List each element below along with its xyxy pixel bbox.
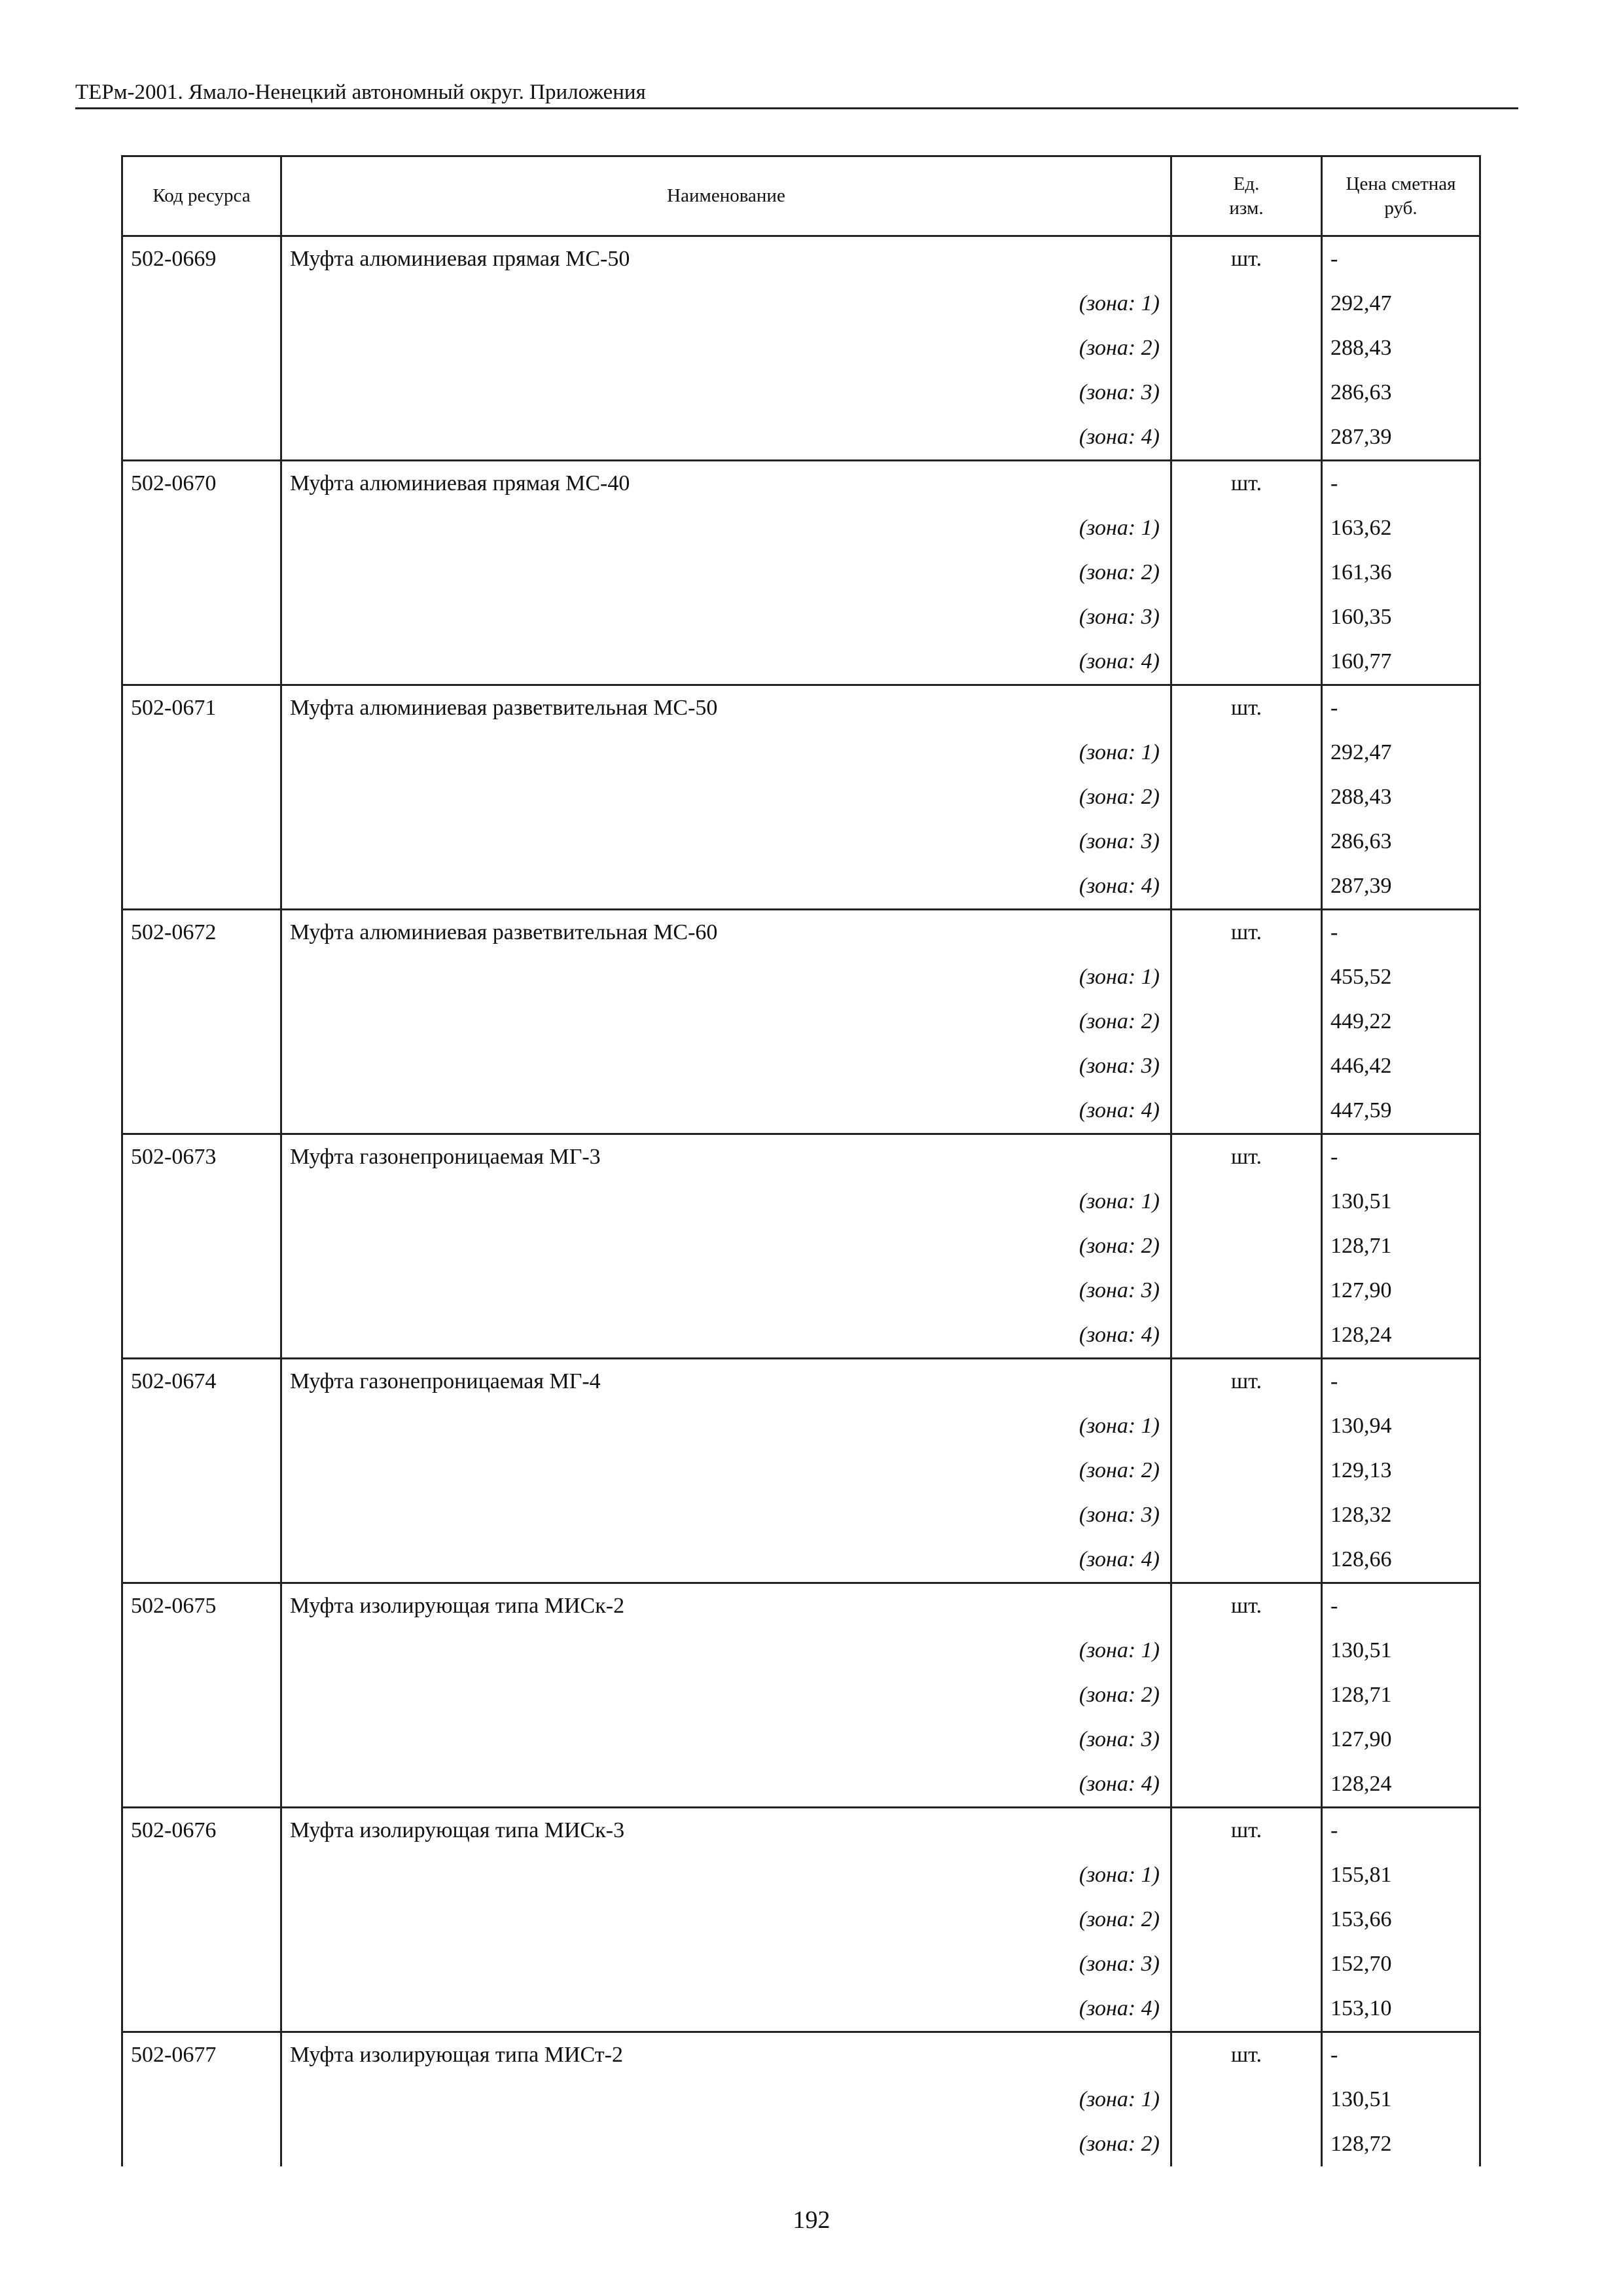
unit-cell-empty — [1171, 370, 1322, 415]
unit-cell-empty — [1171, 1088, 1322, 1134]
unit-cell-empty — [1171, 281, 1322, 326]
table-row — [122, 236, 1480, 282]
page-number: 192 — [793, 2206, 830, 2234]
zone-row — [122, 864, 1480, 910]
zone-price: 163,62 — [1322, 506, 1480, 550]
zone-row — [122, 955, 1480, 999]
table-row — [122, 2032, 1480, 2078]
unit-cell: шт. — [1171, 685, 1322, 731]
zone-row — [122, 1673, 1480, 1717]
zone-label: (зона: 3) — [281, 370, 1171, 415]
price-cell: - — [1322, 685, 1480, 731]
zone-row — [122, 595, 1480, 639]
zone-row — [122, 506, 1480, 550]
zone-label: (зона: 1) — [281, 2077, 1171, 2122]
price-cell: - — [1322, 1583, 1480, 1629]
zone-price: 287,39 — [1322, 415, 1480, 461]
unit-cell-empty — [1171, 1493, 1322, 1537]
zone-row — [122, 1628, 1480, 1673]
code-cell-empty — [122, 1717, 281, 1762]
zone-price: 286,63 — [1322, 819, 1480, 864]
zone-label: (зона: 4) — [281, 1986, 1171, 2032]
code-cell-empty — [122, 1088, 281, 1134]
resource-name: Муфта алюминиевая разветвительная МС-50 — [281, 685, 1171, 731]
zone-label: (зона: 2) — [281, 550, 1171, 595]
unit-cell-empty — [1171, 1717, 1322, 1762]
resource-name: Муфта алюминиевая разветвительная МС-60 — [281, 910, 1171, 956]
code-cell-empty — [122, 370, 281, 415]
unit-cell: шт. — [1171, 1134, 1322, 1180]
code-cell-empty — [122, 730, 281, 775]
zone-label: (зона: 1) — [281, 506, 1171, 550]
running-title: ТЕРм-2001. Ямало-Ненецкий автономный округ. Приложения — [75, 77, 1518, 109]
unit-cell-empty — [1171, 1224, 1322, 1268]
code-cell-empty — [122, 1897, 281, 1942]
zone-label: (зона: 3) — [281, 819, 1171, 864]
unit-cell: шт. — [1171, 910, 1322, 956]
zone-label: (зона: 1) — [281, 1628, 1171, 1673]
zone-row — [122, 1897, 1480, 1942]
code-cell-empty — [122, 819, 281, 864]
code-cell-empty — [122, 1853, 281, 1897]
zone-price: 130,94 — [1322, 1404, 1480, 1448]
code-cell-empty — [122, 1942, 281, 1986]
unit-cell-empty — [1171, 1942, 1322, 1986]
zone-price: 152,70 — [1322, 1942, 1480, 1986]
zone-label: (зона: 2) — [281, 1448, 1171, 1493]
zone-price: 446,42 — [1322, 1044, 1480, 1088]
zone-row — [122, 1493, 1480, 1537]
zone-row — [122, 1404, 1480, 1448]
zone-row — [122, 2122, 1480, 2166]
unit-cell-empty — [1171, 415, 1322, 461]
zone-price: 455,52 — [1322, 955, 1480, 999]
unit-cell-empty — [1171, 1762, 1322, 1808]
code-cell-empty — [122, 1537, 281, 1583]
zone-price: 128,32 — [1322, 1493, 1480, 1537]
zone-row — [122, 1179, 1480, 1224]
zone-row — [122, 1762, 1480, 1808]
zone-price: 288,43 — [1322, 775, 1480, 819]
zone-row — [122, 639, 1480, 685]
zone-label: (зона: 2) — [281, 775, 1171, 819]
zone-row — [122, 819, 1480, 864]
unit-cell-empty — [1171, 775, 1322, 819]
unit-cell-empty — [1171, 1313, 1322, 1359]
zone-price: 155,81 — [1322, 1853, 1480, 1897]
zone-price: 130,51 — [1322, 1179, 1480, 1224]
zone-price: 128,24 — [1322, 1313, 1480, 1359]
price-cell: - — [1322, 1134, 1480, 1180]
zone-label: (зона: 2) — [281, 1673, 1171, 1717]
zone-row — [122, 1088, 1480, 1134]
resource-code: 502-0676 — [122, 1808, 281, 1854]
zone-row — [122, 1942, 1480, 1986]
unit-cell-empty — [1171, 999, 1322, 1044]
resource-code: 502-0669 — [122, 236, 281, 282]
price-cell: - — [1322, 236, 1480, 282]
unit-cell: шт. — [1171, 1808, 1322, 1854]
unit-cell: шт. — [1171, 2032, 1322, 2078]
unit-cell-empty — [1171, 864, 1322, 910]
unit-cell-empty — [1171, 819, 1322, 864]
zone-label: (зона: 2) — [281, 1897, 1171, 1942]
zone-row — [122, 1448, 1480, 1493]
zone-label: (зона: 4) — [281, 415, 1171, 461]
zone-price: 292,47 — [1322, 281, 1480, 326]
resource-name: Муфта газонепроницаемая МГ-3 — [281, 1134, 1171, 1180]
code-cell-empty — [122, 2077, 281, 2122]
zone-row — [122, 1717, 1480, 1762]
zone-label: (зона: 2) — [281, 326, 1171, 370]
code-cell-empty — [122, 326, 281, 370]
zone-row — [122, 1224, 1480, 1268]
code-cell-empty — [122, 775, 281, 819]
unit-cell: шт. — [1171, 461, 1322, 507]
code-cell-empty — [122, 1493, 281, 1537]
zone-price: 447,59 — [1322, 1088, 1480, 1134]
zone-label: (зона: 1) — [281, 955, 1171, 999]
code-cell-empty — [122, 1673, 281, 1717]
zone-row — [122, 326, 1480, 370]
zone-row — [122, 1044, 1480, 1088]
zone-price: 127,90 — [1322, 1268, 1480, 1313]
code-cell-empty — [122, 1762, 281, 1808]
resource-code: 502-0674 — [122, 1359, 281, 1405]
zone-price: 161,36 — [1322, 550, 1480, 595]
zone-row — [122, 1853, 1480, 1897]
unit-cell-empty — [1171, 326, 1322, 370]
unit-cell: шт. — [1171, 1583, 1322, 1629]
unit-cell-empty — [1171, 2122, 1322, 2166]
resource-name: Муфта изолирующая типа МИСк-3 — [281, 1808, 1171, 1854]
zone-price: 130,51 — [1322, 2077, 1480, 2122]
table-body — [122, 236, 1480, 2167]
code-cell-empty — [122, 1313, 281, 1359]
unit-cell-empty — [1171, 550, 1322, 595]
code-cell-empty — [122, 1044, 281, 1088]
code-cell-empty — [122, 415, 281, 461]
zone-label: (зона: 3) — [281, 1268, 1171, 1313]
zone-row — [122, 999, 1480, 1044]
zone-label: (зона: 1) — [281, 1179, 1171, 1224]
price-table — [121, 155, 1481, 2166]
resource-name: Муфта алюминиевая прямая МС-40 — [281, 461, 1171, 507]
zone-row — [122, 370, 1480, 415]
table-row — [122, 1359, 1480, 1405]
column-header-price-line1: Цена сметная — [1346, 173, 1456, 194]
code-cell-empty — [122, 639, 281, 685]
zone-row — [122, 1313, 1480, 1359]
unit-cell-empty — [1171, 1628, 1322, 1673]
zone-label: (зона: 1) — [281, 1404, 1171, 1448]
unit-cell-empty — [1171, 955, 1322, 999]
zone-row — [122, 550, 1480, 595]
zone-price: 287,39 — [1322, 864, 1480, 910]
code-cell-empty — [122, 1268, 281, 1313]
unit-cell-empty — [1171, 1044, 1322, 1088]
zone-label: (зона: 3) — [281, 1493, 1171, 1537]
code-cell-empty — [122, 595, 281, 639]
price-cell: - — [1322, 1808, 1480, 1854]
zone-label: (зона: 1) — [281, 730, 1171, 775]
zone-row — [122, 415, 1480, 461]
unit-cell-empty — [1171, 1448, 1322, 1493]
resource-name: Муфта газонепроницаемая МГ-4 — [281, 1359, 1171, 1405]
zone-label: (зона: 3) — [281, 595, 1171, 639]
unit-cell: шт. — [1171, 1359, 1322, 1405]
unit-cell-empty — [1171, 1986, 1322, 2032]
zone-label: (зона: 4) — [281, 639, 1171, 685]
zone-price: 153,66 — [1322, 1897, 1480, 1942]
resource-code: 502-0670 — [122, 461, 281, 507]
code-cell-empty — [122, 864, 281, 910]
zone-price: 128,71 — [1322, 1224, 1480, 1268]
zone-price: 288,43 — [1322, 326, 1480, 370]
code-cell-empty — [122, 955, 281, 999]
zone-row — [122, 730, 1480, 775]
column-header-code: Код ресурса — [122, 156, 281, 236]
code-cell-empty — [122, 1628, 281, 1673]
table-row — [122, 1583, 1480, 1629]
resource-code: 502-0677 — [122, 2032, 281, 2078]
resource-name: Муфта изолирующая типа МИСт-2 — [281, 2032, 1171, 2078]
zone-row — [122, 281, 1480, 326]
zone-label: (зона: 4) — [281, 1313, 1171, 1359]
unit-cell-empty — [1171, 1853, 1322, 1897]
unit-cell-empty — [1171, 1404, 1322, 1448]
table-row — [122, 1808, 1480, 1854]
column-header-price-line2: руб. — [1384, 197, 1418, 219]
zone-row — [122, 1986, 1480, 2032]
zone-price: 128,72 — [1322, 2122, 1480, 2166]
column-header-unit-line1: Ед. — [1233, 173, 1260, 194]
zone-price: 130,51 — [1322, 1628, 1480, 1673]
zone-price: 128,24 — [1322, 1762, 1480, 1808]
zone-price: 128,66 — [1322, 1537, 1480, 1583]
table-row — [122, 910, 1480, 956]
code-cell-empty — [122, 550, 281, 595]
code-cell-empty — [122, 2122, 281, 2166]
unit-cell-empty — [1171, 1268, 1322, 1313]
unit-cell-empty — [1171, 1179, 1322, 1224]
zone-row — [122, 775, 1480, 819]
unit-cell-empty — [1171, 730, 1322, 775]
zone-label: (зона: 3) — [281, 1044, 1171, 1088]
zone-label: (зона: 3) — [281, 1717, 1171, 1762]
zone-row — [122, 2077, 1480, 2122]
zone-label: (зона: 4) — [281, 1537, 1171, 1583]
zone-label: (зона: 1) — [281, 281, 1171, 326]
unit-cell-empty — [1171, 1897, 1322, 1942]
zone-label: (зона: 3) — [281, 1942, 1171, 1986]
zone-label: (зона: 2) — [281, 2122, 1171, 2166]
zone-price: 153,10 — [1322, 1986, 1480, 2032]
unit-cell-empty — [1171, 1537, 1322, 1583]
code-cell-empty — [122, 506, 281, 550]
zone-row — [122, 1537, 1480, 1583]
column-header-unit — [1171, 156, 1322, 236]
unit-cell-empty — [1171, 506, 1322, 550]
zone-row — [122, 1268, 1480, 1313]
column-header-price — [1322, 156, 1480, 236]
price-table-container — [121, 155, 1479, 2166]
resource-name: Муфта изолирующая типа МИСк-2 — [281, 1583, 1171, 1629]
zone-label: (зона: 1) — [281, 1853, 1171, 1897]
code-cell-empty — [122, 1986, 281, 2032]
price-cell: - — [1322, 910, 1480, 956]
unit-cell-empty — [1171, 595, 1322, 639]
column-header-name: Наименование — [281, 156, 1171, 236]
code-cell-empty — [122, 1179, 281, 1224]
resource-code: 502-0675 — [122, 1583, 281, 1629]
unit-cell-empty — [1171, 1673, 1322, 1717]
table-row — [122, 461, 1480, 507]
column-header-unit-line2: изм. — [1229, 197, 1264, 219]
zone-label: (зона: 2) — [281, 999, 1171, 1044]
table-row — [122, 1134, 1480, 1180]
zone-price: 127,90 — [1322, 1717, 1480, 1762]
zone-label: (зона: 4) — [281, 864, 1171, 910]
zone-price: 286,63 — [1322, 370, 1480, 415]
zone-price: 160,35 — [1322, 595, 1480, 639]
zone-price: 292,47 — [1322, 730, 1480, 775]
price-cell: - — [1322, 1359, 1480, 1405]
table-row — [122, 685, 1480, 731]
resource-code: 502-0671 — [122, 685, 281, 731]
code-cell-empty — [122, 281, 281, 326]
code-cell-empty — [122, 1448, 281, 1493]
zone-label: (зона: 2) — [281, 1224, 1171, 1268]
zone-label: (зона: 4) — [281, 1088, 1171, 1134]
resource-name: Муфта алюминиевая прямая МС-50 — [281, 236, 1171, 282]
unit-cell-empty — [1171, 2077, 1322, 2122]
resource-code: 502-0673 — [122, 1134, 281, 1180]
price-cell: - — [1322, 2032, 1480, 2078]
zone-price: 160,77 — [1322, 639, 1480, 685]
unit-cell-empty — [1171, 639, 1322, 685]
unit-cell: шт. — [1171, 236, 1322, 282]
price-cell: - — [1322, 461, 1480, 507]
code-cell-empty — [122, 1224, 281, 1268]
zone-price: 128,71 — [1322, 1673, 1480, 1717]
zone-label: (зона: 4) — [281, 1762, 1171, 1808]
table-header — [122, 156, 1480, 236]
zone-price: 129,13 — [1322, 1448, 1480, 1493]
code-cell-empty — [122, 1404, 281, 1448]
resource-code: 502-0672 — [122, 910, 281, 956]
code-cell-empty — [122, 999, 281, 1044]
zone-price: 449,22 — [1322, 999, 1480, 1044]
